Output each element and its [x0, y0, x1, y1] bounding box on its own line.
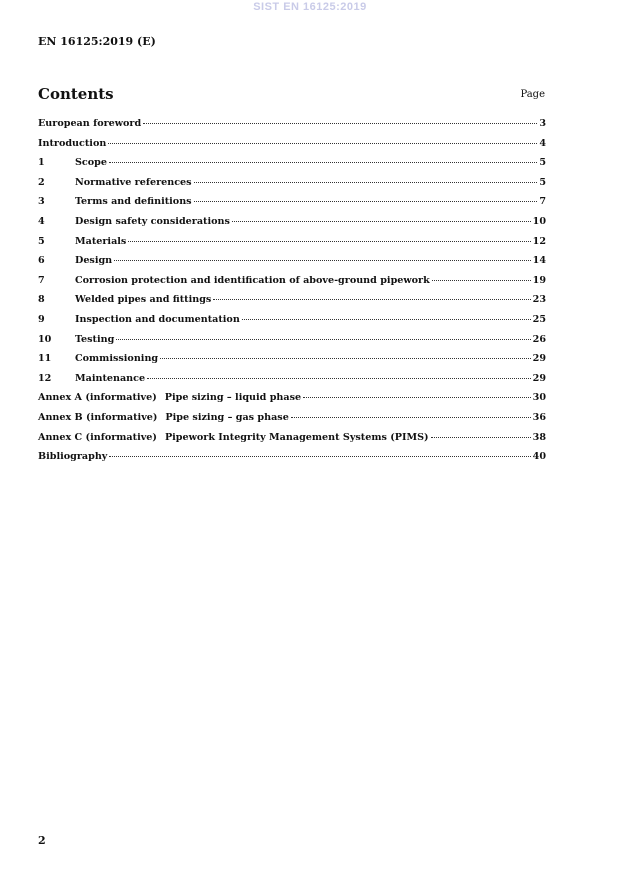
- toc-page-number: 36: [532, 411, 546, 423]
- dot-leader: [116, 339, 530, 340]
- toc-annex-designation: Annex A (informative): [38, 392, 157, 404]
- footer-page-number: 2: [38, 834, 46, 847]
- toc-annex-entry[interactable]: [38, 432, 546, 452]
- toc-clause-number: 10: [38, 333, 52, 345]
- toc-entry[interactable]: [38, 294, 546, 314]
- toc-label: Design: [75, 255, 113, 267]
- toc-entry[interactable]: [38, 196, 546, 216]
- toc-page-number: 29: [532, 372, 546, 384]
- toc-label: Normative references: [75, 176, 192, 188]
- dot-leader: [128, 241, 530, 242]
- toc-clause-number: 6: [38, 255, 45, 267]
- contents-title: Contents: [38, 85, 114, 103]
- toc-page-number: 38: [532, 431, 546, 443]
- toc-page-number: 4: [539, 137, 546, 149]
- toc-clause-number: 7: [38, 274, 45, 286]
- dot-leader: [194, 201, 538, 202]
- toc-entry[interactable]: [38, 275, 546, 295]
- toc-entry[interactable]: [38, 157, 546, 177]
- toc-annex-entry[interactable]: [38, 392, 546, 412]
- toc-page-number: 23: [532, 294, 546, 306]
- dot-leader: [108, 143, 537, 144]
- toc-page-number: 7: [539, 196, 546, 208]
- toc-clause-number: 11: [38, 353, 52, 365]
- toc-label: Pipework Integrity Management Systems (PIMS): [164, 431, 429, 443]
- dot-leader: [109, 456, 530, 457]
- dot-leader: [432, 280, 531, 281]
- document-id: EN 16125:2019 (E): [38, 35, 156, 48]
- toc-label: Pipe sizing – liquid phase: [164, 392, 302, 404]
- toc-page-number: 12: [532, 235, 546, 247]
- toc-label: Corrosion protection and identification of above-ground pipework: [75, 274, 430, 286]
- toc-clause-number: 8: [38, 294, 45, 306]
- toc-annex-designation: Annex B (informative): [38, 411, 158, 423]
- toc-label: Testing: [75, 333, 115, 345]
- toc-entry[interactable]: [38, 138, 546, 158]
- toc-annex-entry[interactable]: [38, 412, 546, 432]
- toc-page-number: 10: [532, 215, 546, 227]
- toc-entry[interactable]: [38, 236, 546, 256]
- toc-page-number: 3: [539, 118, 546, 129]
- toc-page-number: 30: [532, 392, 546, 404]
- toc-clause-number: 4: [38, 215, 45, 227]
- toc-label: Pipe sizing – gas phase: [165, 411, 289, 423]
- toc-annex-designation: Annex C (informative): [38, 431, 157, 443]
- dot-leader: [160, 358, 531, 359]
- toc-page-number: 26: [532, 333, 546, 345]
- toc-entry[interactable]: [38, 118, 546, 138]
- dot-leader: [143, 123, 537, 124]
- toc-page-number: 19: [532, 274, 546, 286]
- dot-leader: [194, 182, 538, 183]
- toc-label: Materials: [75, 235, 127, 247]
- toc-entry[interactable]: [38, 373, 546, 393]
- dot-leader: [291, 417, 531, 418]
- toc-entry[interactable]: [38, 353, 546, 373]
- dot-leader: [114, 260, 530, 261]
- toc-label: Scope: [75, 157, 107, 169]
- toc-entry[interactable]: [38, 451, 546, 471]
- toc-clause-number: 1: [38, 157, 45, 169]
- dot-leader: [213, 299, 530, 300]
- page-column-heading: Page: [520, 89, 545, 100]
- toc-clause-number: 5: [38, 235, 45, 247]
- dot-leader: [242, 319, 531, 320]
- table-of-contents: [38, 118, 546, 471]
- toc-label: Bibliography: [38, 451, 108, 463]
- dot-leader: [303, 397, 531, 398]
- toc-entry[interactable]: [38, 216, 546, 236]
- toc-entry[interactable]: [38, 314, 546, 334]
- dot-leader: [147, 378, 531, 379]
- toc-clause-number: 12: [38, 372, 52, 384]
- toc-page-number: 5: [539, 176, 546, 188]
- toc-page-number: 14: [532, 255, 546, 267]
- toc-label: Maintenance: [75, 372, 146, 384]
- toc-entry[interactable]: [38, 255, 546, 275]
- toc-clause-number: 9: [38, 313, 45, 325]
- toc-clause-number: 3: [38, 196, 45, 208]
- toc-label: Welded pipes and fittings: [75, 294, 212, 306]
- dot-leader: [431, 437, 531, 438]
- toc-entry[interactable]: [38, 334, 546, 354]
- dot-leader: [232, 221, 531, 222]
- toc-label: Inspection and documentation: [75, 313, 240, 325]
- toc-page-number: 25: [532, 313, 546, 325]
- toc-page-number: 40: [532, 451, 546, 463]
- toc-entry[interactable]: [38, 177, 546, 197]
- dot-leader: [109, 162, 537, 163]
- toc-label: European foreword: [38, 118, 142, 129]
- toc-label: Design safety considerations: [75, 215, 230, 227]
- toc-page-number: 5: [539, 157, 546, 169]
- toc-label: Terms and definitions: [75, 196, 192, 208]
- toc-page-number: 29: [532, 353, 546, 365]
- toc-label: Introduction: [38, 137, 107, 149]
- watermark: SIST EN 16125:2019: [253, 1, 367, 13]
- toc-label: Commissioning: [75, 353, 159, 365]
- toc-clause-number: 2: [38, 176, 45, 188]
